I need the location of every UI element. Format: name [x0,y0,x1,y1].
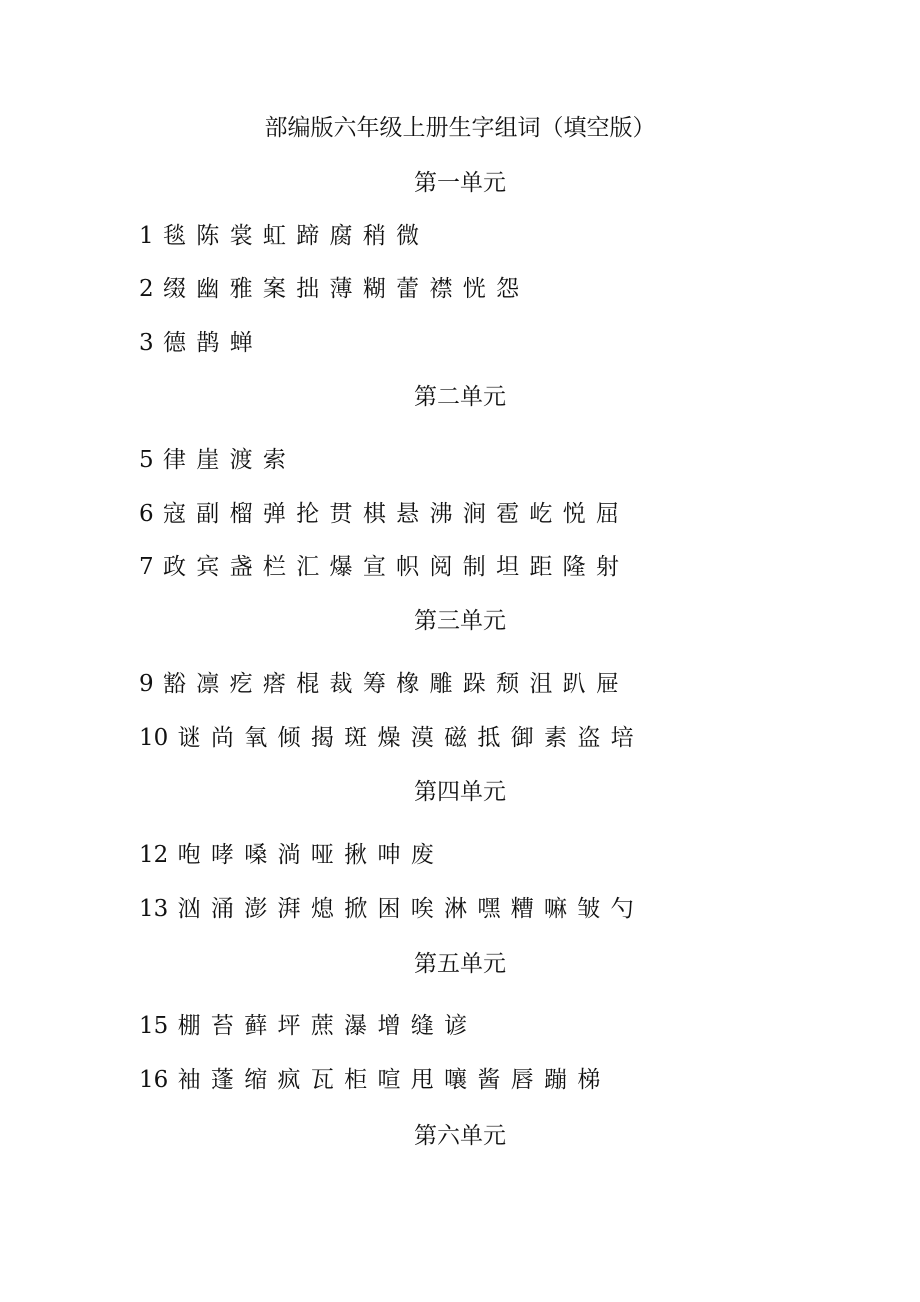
row-characters: 棚 苔 藓 坪 蔗 瀑 增 缝 谚 [177,1013,468,1039]
char-row-7 [139,551,619,583]
char-row-2 [139,273,519,305]
char-row-13 [139,893,634,925]
row-characters: 汹 涌 澎 湃 熄 掀 困 唉 淋 嘿 糟 嘛 皱 勺 [177,896,634,922]
char-row-3 [139,327,253,359]
char-row-9 [139,668,619,700]
unit-heading-1: 第一单元 [414,170,506,196]
row-number: 10 [139,725,169,751]
row-characters: 律 崖 渡 索 [162,447,286,473]
row-number: 15 [139,1013,169,1039]
row-number: 7 [139,554,154,580]
row-characters: 德 鹊 蝉 [162,330,253,356]
page-title: 部编版六年级上册生字组词（填空版） [264,115,656,141]
row-number: 9 [139,671,154,697]
row-characters: 袖 蓬 缩 疯 瓦 柜 喧 甩 嚷 酱 唇 蹦 梯 [177,1067,601,1093]
row-number: 1 [139,223,154,249]
row-characters: 咆 哮 嗓 淌 哑 揪 呻 废 [177,842,434,868]
row-characters: 谜 尚 氧 倾 揭 斑 燥 漠 磁 抵 御 素 盗 培 [177,725,634,751]
row-characters: 豁 凛 疙 瘩 棍 裁 筹 橡 雕 跺 颓 沮 趴 屉 [162,671,619,697]
char-row-6 [139,498,619,530]
unit-heading-6: 第六单元 [414,1123,506,1149]
row-characters: 缀 幽 雅 案 拙 薄 糊 蕾 襟 恍 怨 [162,276,520,302]
row-number: 6 [139,501,154,527]
unit-heading-3: 第三单元 [414,608,506,634]
char-row-12 [139,839,434,871]
row-number: 16 [139,1067,169,1093]
row-number: 2 [139,276,154,302]
row-characters: 政 宾 盏 栏 汇 爆 宣 帜 阅 制 坦 距 隆 射 [162,554,619,580]
row-characters: 毯 陈 裳 虹 蹄 腐 稍 微 [162,223,420,249]
unit-heading-5: 第五单元 [414,951,506,977]
char-row-5 [139,444,286,476]
char-row-16 [139,1064,600,1096]
row-characters: 寇 副 榴 弹 抡 贯 棋 悬 沸 涧 雹 屹 悦 屈 [162,501,619,527]
unit-heading-4: 第四单元 [414,779,506,805]
row-number: 5 [139,447,154,473]
char-row-1 [139,220,419,252]
row-number: 12 [139,842,169,868]
row-number: 13 [139,896,169,922]
row-number: 3 [139,330,154,356]
char-row-10 [139,722,634,754]
unit-heading-2: 第二单元 [414,384,506,410]
char-row-15 [139,1010,467,1042]
